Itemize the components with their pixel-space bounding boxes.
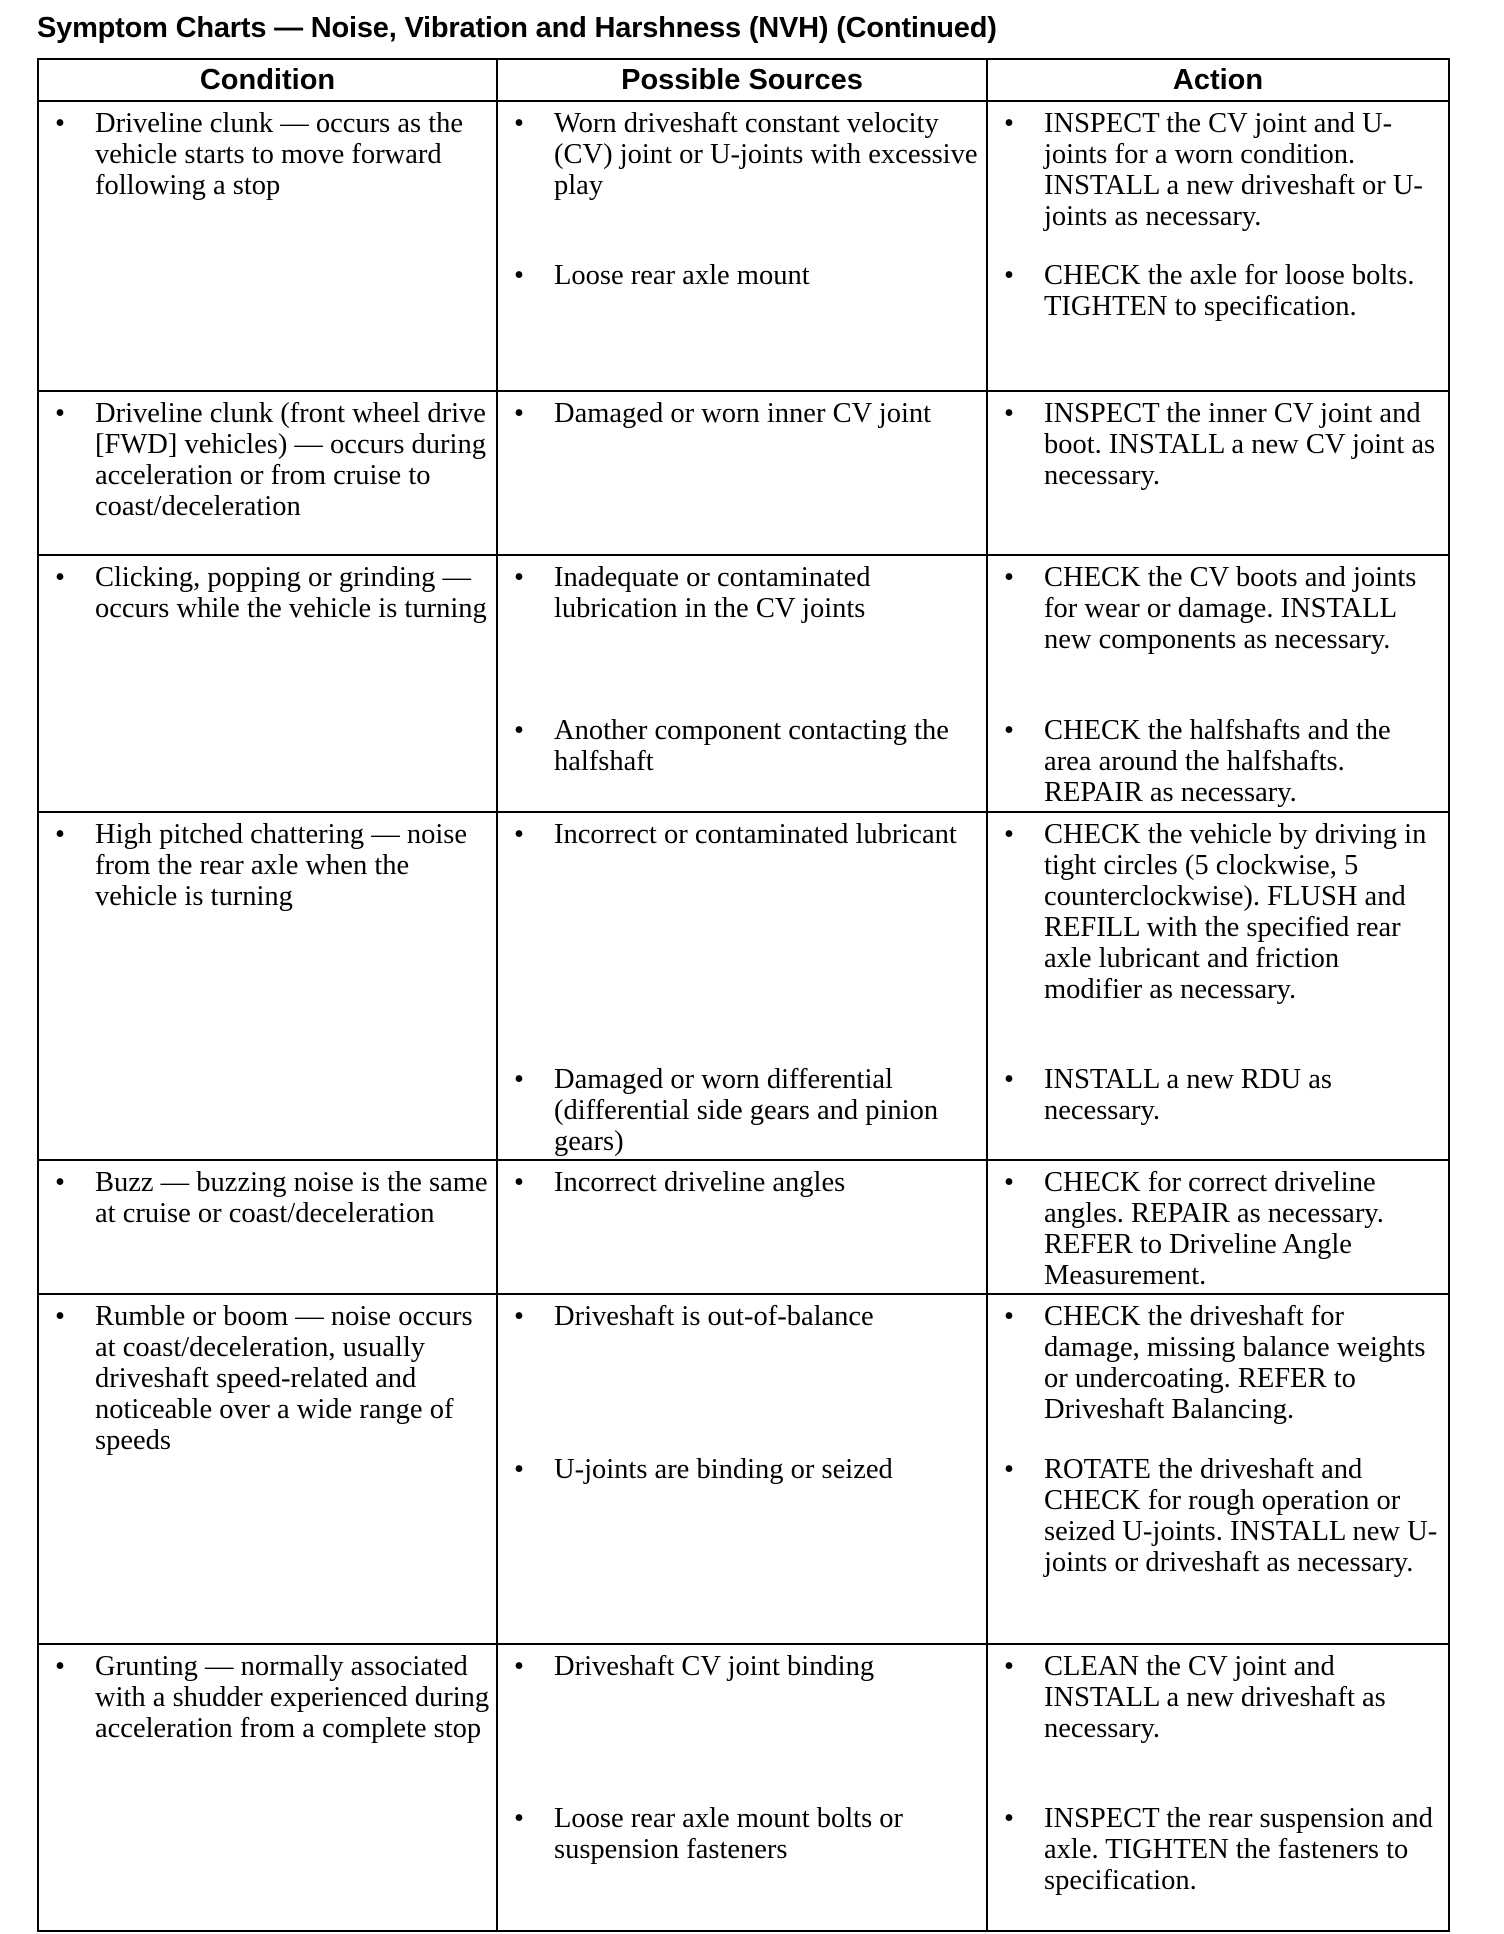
condition-entry-text: Driveline clunk (front wheel drive [FWD] vehicles) — occurs during acceleration or from cruise to coast/deceleration: [95, 398, 486, 522]
action-entry: [988, 1454, 1442, 1578]
bullet-icon: •: [514, 1167, 524, 1198]
action-entry-text: ROTATE the driveshaft and CHECK for rough operation or seized U-joints. INSTALL new U-joints or driveshaft as necessary.: [1044, 1454, 1438, 1578]
action-entry-text: CHECK the driveshaft for damage, missing balance weights or undercoating. REFER to Driveshaft Balancing.: [1044, 1301, 1426, 1425]
condition-cell: [38, 555, 497, 812]
bullet-icon: •: [1004, 1454, 1014, 1485]
action-cell: [987, 555, 1449, 812]
action-entry-text: CHECK the axle for loose bolts. TIGHTEN to specification.: [1044, 260, 1415, 322]
bullet-icon: •: [1004, 715, 1014, 746]
source-entry-text: Loose rear axle mount bolts or suspension fasteners: [554, 1803, 904, 1865]
bullet-icon: •: [514, 108, 524, 139]
bullet-icon: •: [55, 1167, 65, 1198]
action-entry-text: INSPECT the inner CV joint and boot. INSTALL a new CV joint as necessary.: [1044, 398, 1436, 491]
action-entry-text: INSPECT the rear suspension and axle. TIGHTEN the fasteners to specification.: [1044, 1803, 1433, 1896]
source-entry: [498, 108, 980, 201]
source-entry-text: U-joints are binding or seized: [554, 1454, 893, 1485]
action-cell: [987, 1160, 1449, 1294]
source-entry-text: Driveshaft CV joint binding: [554, 1651, 875, 1682]
source-entry-text: Damaged or worn inner CV joint: [554, 398, 932, 429]
header-action: Action: [987, 59, 1449, 101]
source-entry: [498, 1651, 980, 1682]
bullet-icon: •: [514, 1301, 524, 1332]
bullet-icon: •: [1004, 398, 1014, 429]
table-row: [38, 391, 1449, 555]
condition-entry: [39, 1301, 490, 1456]
action-cell: [987, 101, 1449, 391]
bullet-icon: •: [514, 1651, 524, 1682]
source-entry-text: Inadequate or contaminated lubrication in the CV joints: [554, 562, 871, 624]
sources-cell: [497, 1160, 987, 1294]
bullet-icon: •: [1004, 1803, 1014, 1834]
condition-entry: [39, 562, 490, 624]
action-entry-text: INSTALL a new RDU as necessary.: [1044, 1064, 1332, 1126]
source-entry-text: Loose rear axle mount: [554, 260, 810, 291]
source-entry: [498, 1301, 980, 1332]
bullet-icon: •: [514, 260, 524, 291]
table-row: [38, 1294, 1449, 1644]
condition-cell: [38, 1294, 497, 1644]
condition-entry: [39, 1167, 490, 1229]
source-entry-text: Incorrect or contaminated lubricant: [554, 819, 957, 850]
bullet-icon: •: [55, 108, 65, 139]
condition-cell: [38, 1160, 497, 1294]
action-cell: [987, 1644, 1449, 1931]
action-entry-text: CHECK the halfshafts and the area around the halfshafts. REPAIR as necessary.: [1044, 715, 1391, 808]
action-entry-text: CHECK the vehicle by driving in tight circles (5 clockwise, 5 counterclockwise). FLUSH and REFILL with the specified rear axle lubricant and friction modifier as necessary.: [1044, 819, 1427, 1005]
sources-cell: [497, 391, 987, 555]
condition-cell: [38, 1644, 497, 1931]
condition-entry-text: High pitched chattering — noise from the rear axle when the vehicle is turning: [95, 819, 467, 912]
condition-entry-text: Clicking, popping or grinding — occurs while the vehicle is turning: [95, 562, 487, 624]
action-entry: [988, 562, 1442, 655]
action-entry: [988, 108, 1442, 232]
page-title: Symptom Charts — Noise, Vibration and Harshness (NVH) (Continued): [37, 12, 997, 44]
table-row: [38, 555, 1449, 812]
action-entry-text: INSPECT the CV joint and U-joints for a worn condition. INSTALL a new driveshaft or U-joints as necessary.: [1044, 108, 1423, 232]
header-possible-sources: Possible Sources: [497, 59, 987, 101]
table-row: [38, 812, 1449, 1160]
bullet-icon: •: [514, 819, 524, 850]
bullet-icon: •: [55, 1651, 65, 1682]
sources-cell: [497, 1644, 987, 1931]
action-entry: [988, 1803, 1442, 1896]
source-entry: [498, 1064, 980, 1157]
bullet-icon: •: [1004, 1301, 1014, 1332]
sources-cell: [497, 101, 987, 391]
source-entry-text: Driveshaft is out-of-balance: [554, 1301, 874, 1332]
condition-cell: [38, 391, 497, 555]
condition-entry: [39, 1651, 490, 1744]
condition-entry: [39, 108, 490, 201]
header-condition: Condition: [38, 59, 497, 101]
bullet-icon: •: [514, 1064, 524, 1095]
action-cell: [987, 391, 1449, 555]
bullet-icon: •: [514, 715, 524, 746]
source-entry: [498, 398, 980, 429]
table-row: [38, 1160, 1449, 1294]
source-entry: [498, 1803, 980, 1865]
sources-cell: [497, 812, 987, 1160]
bullet-icon: •: [55, 1301, 65, 1332]
action-cell: [987, 1294, 1449, 1644]
condition-entry: [39, 819, 490, 912]
bullet-icon: •: [514, 1454, 524, 1485]
source-entry: [498, 1454, 980, 1485]
action-entry: [988, 1301, 1442, 1425]
sources-cell: [497, 555, 987, 812]
bullet-icon: •: [55, 398, 65, 429]
condition-entry-text: Driveline clunk — occurs as the vehicle starts to move forward following a stop: [95, 108, 464, 201]
bullet-icon: •: [55, 562, 65, 593]
source-entry: [498, 1167, 980, 1198]
action-cell: [987, 812, 1449, 1160]
source-entry: [498, 562, 980, 624]
source-entry-text: Incorrect driveline angles: [554, 1167, 846, 1198]
source-entry: [498, 819, 980, 850]
condition-entry-text: Buzz — buzzing noise is the same at cruise or coast/deceleration: [95, 1167, 488, 1229]
action-entry: [988, 1064, 1442, 1126]
action-entry: [988, 398, 1442, 491]
bullet-icon: •: [1004, 108, 1014, 139]
bullet-icon: •: [514, 398, 524, 429]
action-entry-text: CLEAN the CV joint and INSTALL a new driveshaft as necessary.: [1044, 1651, 1386, 1744]
source-entry-text: Damaged or worn differential (differential side gears and pinion gears): [554, 1064, 939, 1157]
bullet-icon: •: [514, 1803, 524, 1834]
action-entry: [988, 1167, 1442, 1291]
source-entry: [498, 715, 980, 777]
action-entry: [988, 1651, 1442, 1744]
action-entry-text: CHECK the CV boots and joints for wear or damage. INSTALL new components as necessary.: [1044, 562, 1417, 655]
bullet-icon: •: [1004, 819, 1014, 850]
bullet-icon: •: [1004, 1064, 1014, 1095]
source-entry: [498, 260, 980, 291]
condition-entry: [39, 398, 490, 522]
condition-cell: [38, 101, 497, 391]
table-row: [38, 1644, 1449, 1931]
symptom-chart-table: [37, 58, 1450, 1932]
source-entry-text: Another component contacting the halfshaft: [554, 715, 949, 777]
source-entry-text: Worn driveshaft constant velocity (CV) joint or U-joints with excessive play: [554, 108, 978, 201]
sources-cell: [497, 1294, 987, 1644]
action-entry: [988, 715, 1442, 808]
bullet-icon: •: [1004, 260, 1014, 291]
bullet-icon: •: [1004, 562, 1014, 593]
header-row: [38, 59, 1449, 101]
condition-cell: [38, 812, 497, 1160]
action-entry: [988, 260, 1442, 322]
bullet-icon: •: [1004, 1651, 1014, 1682]
bullet-icon: •: [55, 819, 65, 850]
bullet-icon: •: [1004, 1167, 1014, 1198]
action-entry: [988, 819, 1442, 1005]
condition-entry-text: Grunting — normally associated with a shudder experienced during acceleration from a complete stop: [95, 1651, 490, 1744]
action-entry-text: CHECK for correct driveline angles. REPAIR as necessary. REFER to Driveline Angle Measurement.: [1044, 1167, 1384, 1291]
condition-entry-text: Rumble or boom — noise occurs at coast/deceleration, usually driveshaft speed-related and noticeable over a wide range of speeds: [95, 1301, 473, 1456]
bullet-icon: •: [514, 562, 524, 593]
table-row: [38, 101, 1449, 391]
